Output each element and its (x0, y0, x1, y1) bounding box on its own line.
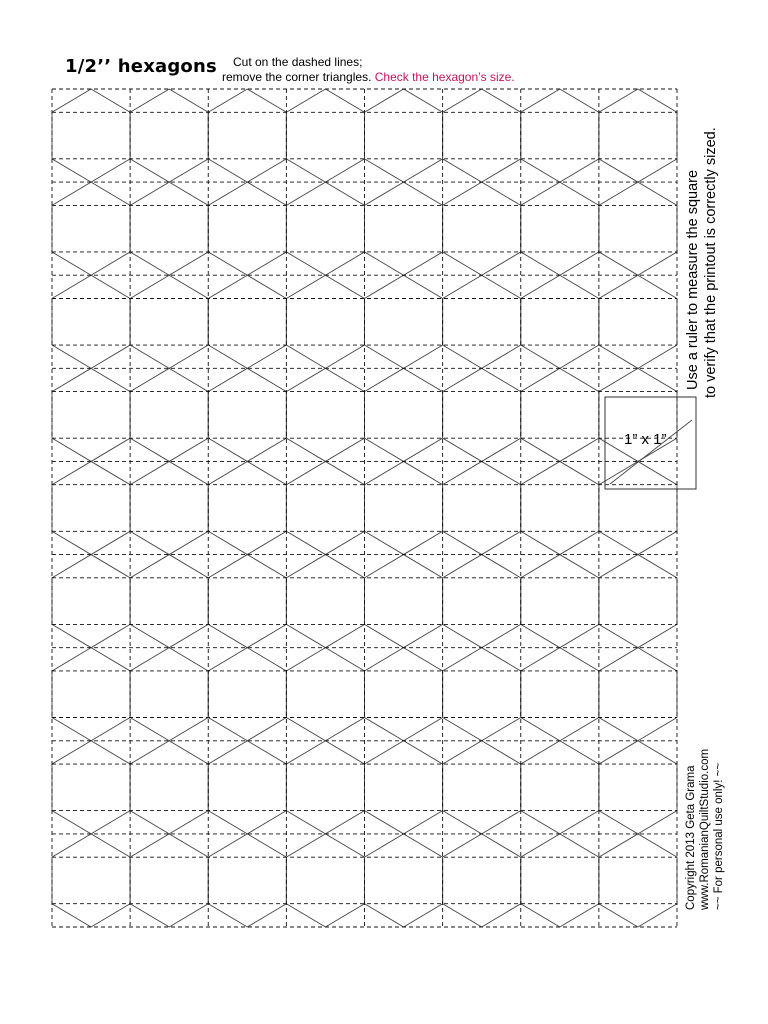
hexagon (130, 275, 208, 368)
hexagon (286, 368, 364, 461)
instruction-remove-text: remove the corner triangles. (222, 70, 372, 84)
hexagon (599, 555, 677, 648)
hexagon (365, 555, 443, 648)
hexagon (52, 461, 130, 554)
hexagon (365, 89, 443, 182)
ruler-note (684, 127, 720, 398)
hexagon (52, 89, 130, 182)
hexagon (443, 741, 521, 834)
hexagon (130, 182, 208, 275)
hexagon (365, 648, 443, 741)
hexagon (208, 89, 286, 182)
size-warning: Check the hexagon’s size. (374, 70, 515, 84)
personal-use-line: ~~ For personal use only! ~~ (713, 762, 725, 910)
hexagon (443, 368, 521, 461)
hexagon (443, 275, 521, 368)
hexagon (443, 555, 521, 648)
hexagon (130, 461, 208, 554)
hexagon (208, 741, 286, 834)
hexagon (286, 461, 364, 554)
reference-square-label: 1” x 1” (624, 431, 667, 448)
hexagon (365, 275, 443, 368)
hexagon (286, 648, 364, 741)
hexagon (521, 461, 599, 554)
hexagon (52, 741, 130, 834)
hexagon (286, 275, 364, 368)
hexagon (130, 555, 208, 648)
hexagon (521, 648, 599, 741)
hexagon (52, 182, 130, 275)
hexagon (52, 275, 130, 368)
hexagon (52, 834, 130, 927)
hexagon (521, 368, 599, 461)
hexagon (208, 275, 286, 368)
hexagon (208, 555, 286, 648)
hexagon (286, 182, 364, 275)
hexagon (208, 182, 286, 275)
hexagon (286, 89, 364, 182)
hexagon (365, 368, 443, 461)
page-title: 1/2’’ hexagons (65, 56, 217, 77)
copyright-block (684, 749, 726, 910)
hexagon (52, 368, 130, 461)
copyright-line: Copyright 2013 Geta Grama (685, 765, 697, 910)
hexagon (599, 182, 677, 275)
hexagon (599, 89, 677, 182)
hexagon (599, 741, 677, 834)
hexagon (130, 741, 208, 834)
hexagon (443, 648, 521, 741)
instruction-cut: Cut on the dashed lines; (233, 55, 363, 69)
hexagon (365, 834, 443, 927)
cut-lines (52, 89, 692, 927)
hexagon-grid (52, 89, 677, 927)
hexagon (130, 834, 208, 927)
hexagon (52, 648, 130, 741)
hexagon (286, 555, 364, 648)
hexagon (130, 368, 208, 461)
ruler-note-line1: Use a ruler to measure the square (685, 169, 701, 390)
hexagon (286, 834, 364, 927)
hexagon (365, 741, 443, 834)
hexagon (443, 182, 521, 275)
hexagon (208, 461, 286, 554)
ruler-note-line2: to verify that the printout is correctly sized. (703, 127, 719, 398)
hexagon (521, 741, 599, 834)
hexagon (286, 741, 364, 834)
hexagon (443, 461, 521, 554)
hexagon (521, 834, 599, 927)
hexagon (521, 555, 599, 648)
hexagon (130, 89, 208, 182)
hexagon (521, 182, 599, 275)
hexagon (599, 461, 677, 554)
website-line: www.RomanianQuiltStudio.com (699, 748, 711, 910)
hexagon (365, 182, 443, 275)
hexagon (443, 834, 521, 927)
hexagon (443, 89, 521, 182)
hexagon (130, 648, 208, 741)
hexagon (599, 648, 677, 741)
hexagon (521, 275, 599, 368)
hexagon (208, 648, 286, 741)
hexagon (208, 834, 286, 927)
hexagon (52, 555, 130, 648)
hexagon (521, 89, 599, 182)
hexagon (599, 275, 677, 368)
hexagon (365, 461, 443, 554)
hexagon (208, 368, 286, 461)
hexagon (599, 834, 677, 927)
